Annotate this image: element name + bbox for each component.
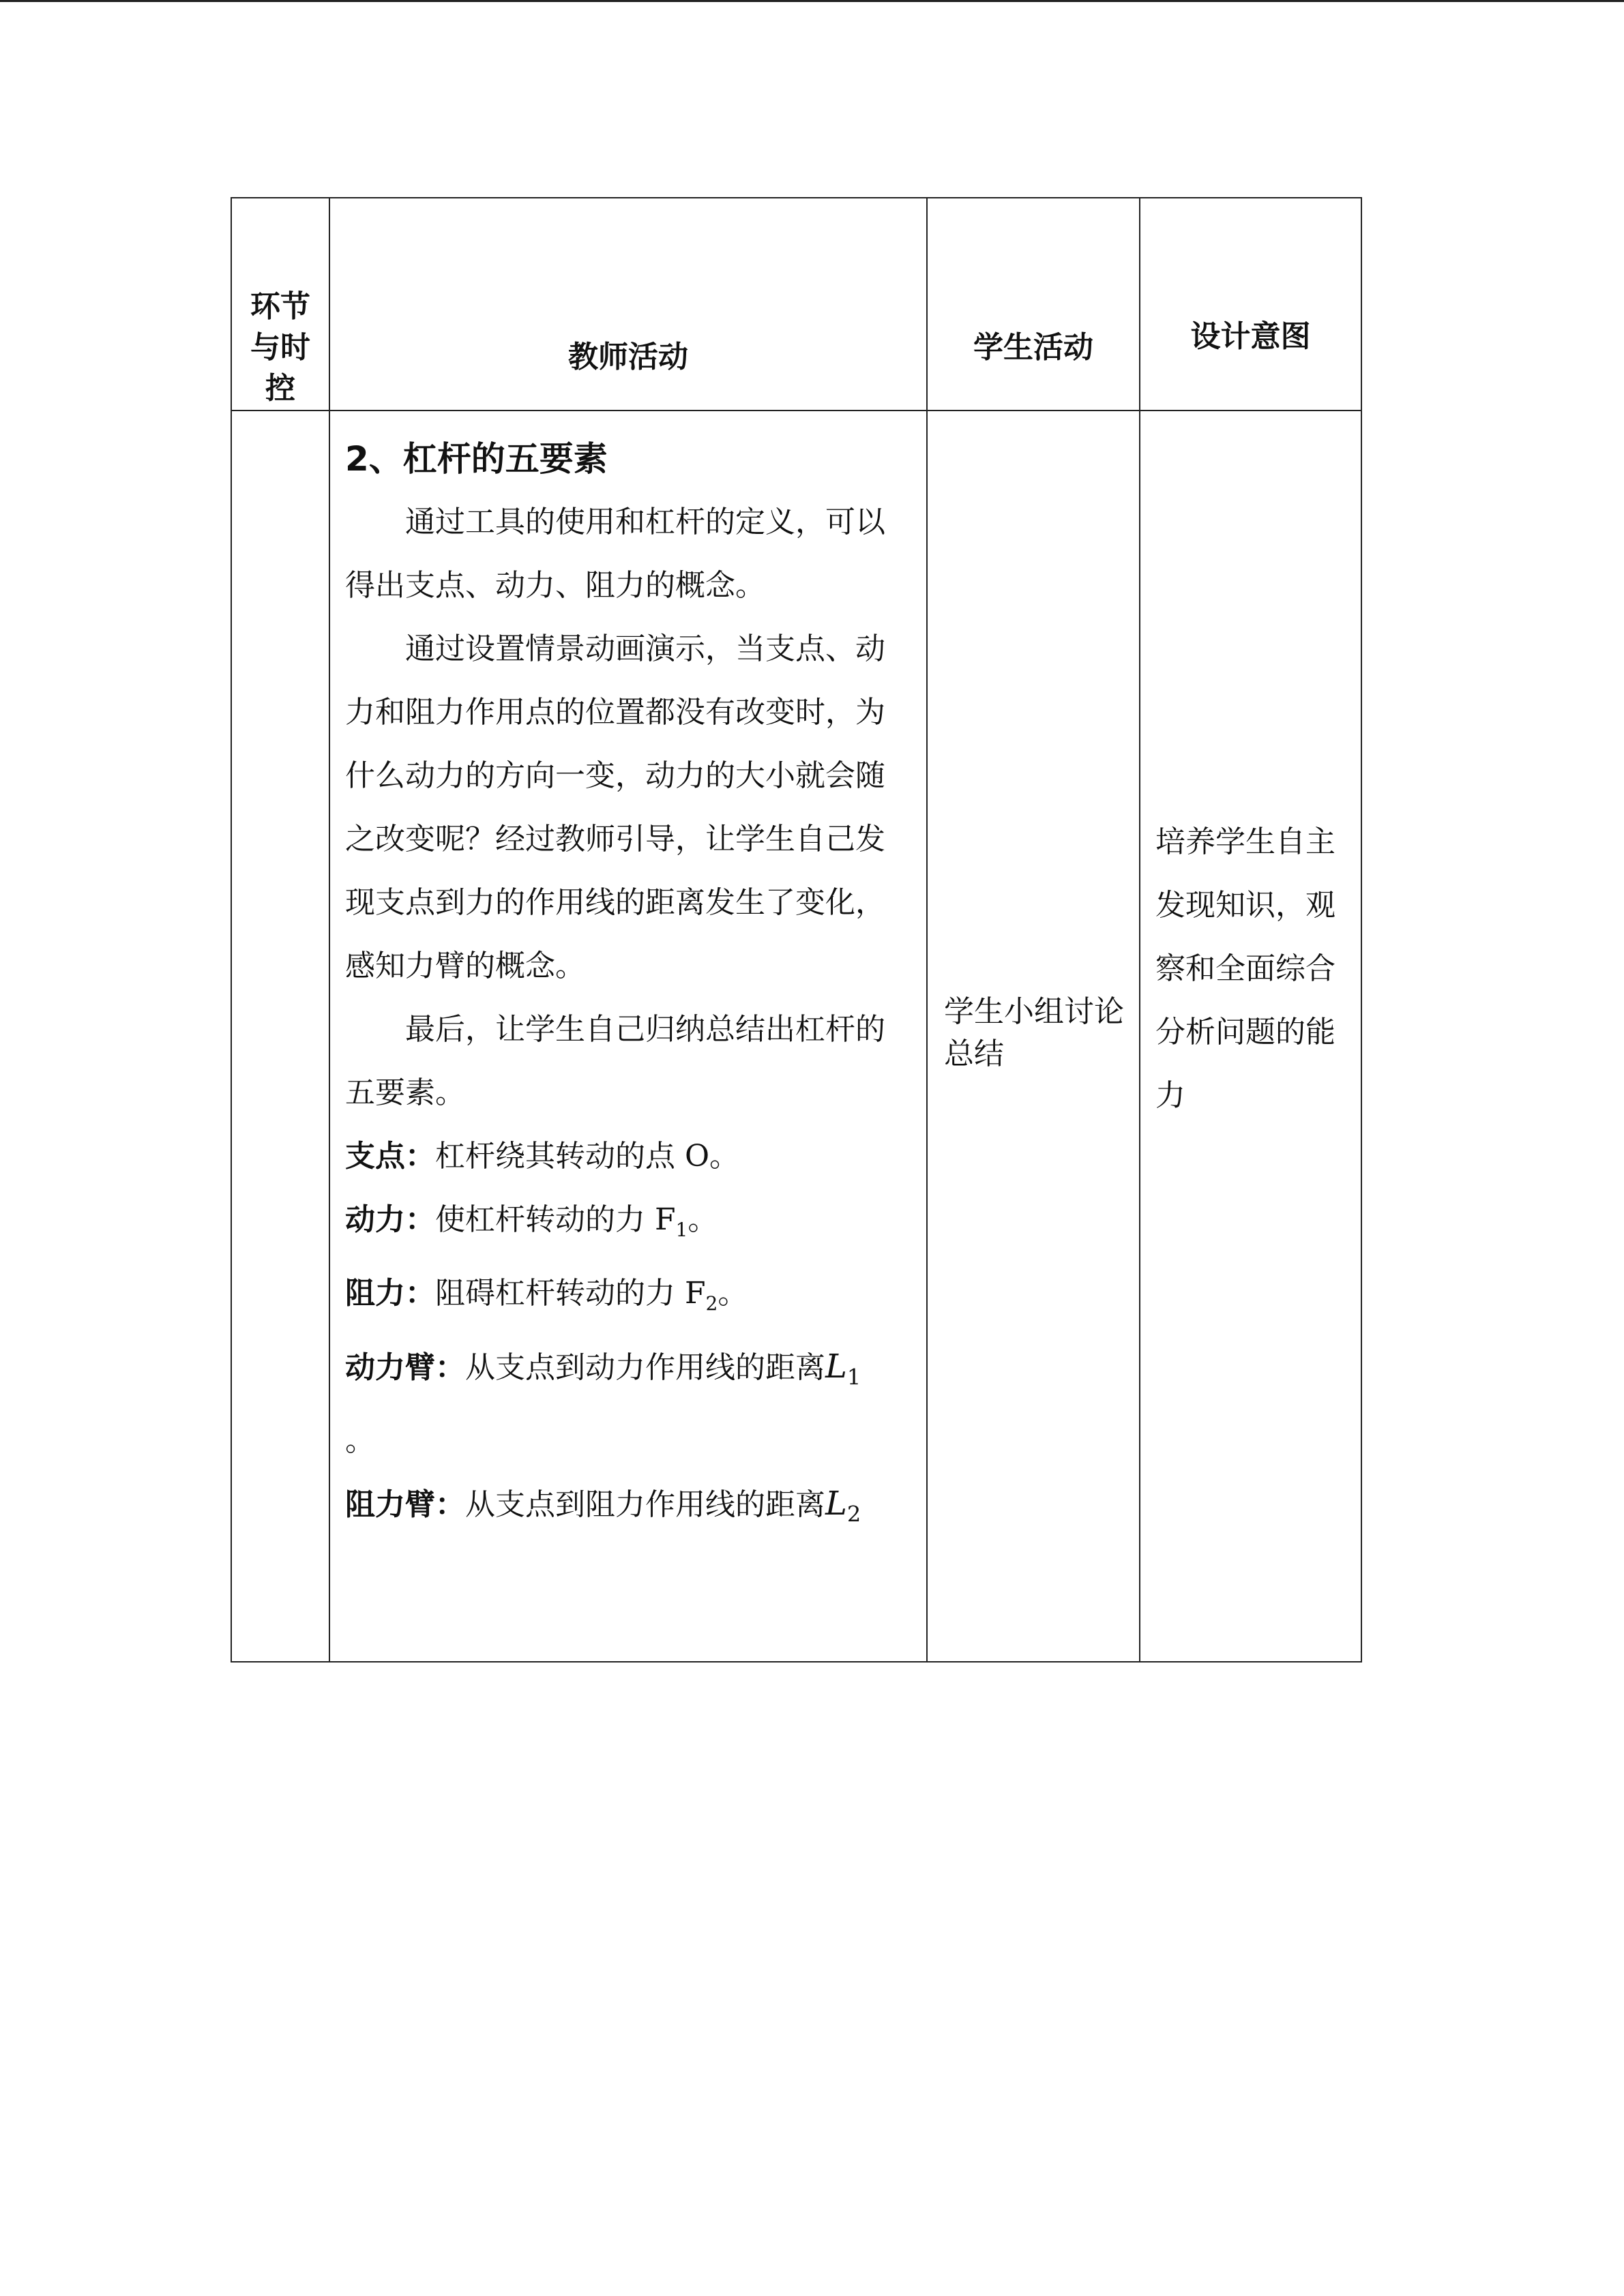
phase-cell <box>231 411 329 1662</box>
student-activity-cell <box>927 411 1140 1662</box>
term-effort-arm <box>345 1335 913 1473</box>
term-tail: 。 <box>718 1275 748 1311</box>
subscript: 1 <box>675 1218 688 1241</box>
term-name: 动力 <box>345 1202 405 1237</box>
page-top-border <box>0 0 1624 2</box>
term-name: 动力臂 <box>345 1350 435 1385</box>
term-definition: 阻碍杠杆转动的力 F <box>435 1275 706 1311</box>
math-symbol <box>825 1347 861 1390</box>
math-subscript: 2 <box>846 1501 861 1527</box>
term-separator: ： <box>435 1350 465 1385</box>
term-tail: 。 <box>345 1423 375 1459</box>
term-definition: 使杠杆转动的力 F <box>435 1202 676 1237</box>
term-separator: ： <box>435 1487 465 1523</box>
term-name: 阻力臂 <box>345 1487 435 1523</box>
paragraph: 最后，让学生自己归纳总结出杠杆的五要素。 <box>345 1012 885 1110</box>
header-design-intent: 设计意图 <box>1140 198 1361 411</box>
term-tail: 。 <box>688 1202 718 1237</box>
math-letter: L <box>825 1485 847 1523</box>
term-resistance <box>345 1262 913 1335</box>
term-effort <box>345 1188 913 1262</box>
subscript: 2 <box>705 1292 718 1315</box>
design-intent-text: 培养学生自主发现知识，观察和全面综合分析问题的能力 <box>1155 824 1335 1113</box>
body-row <box>231 411 1361 1662</box>
term-name: 阻力 <box>345 1275 405 1311</box>
math-subscript: 1 <box>846 1364 861 1390</box>
math-letter: L <box>825 1347 847 1386</box>
header-row <box>231 198 1361 411</box>
term-definition: 从支点到动力作用线的距离 <box>465 1350 825 1385</box>
term-separator: ： <box>405 1139 435 1174</box>
header-student-activity: 学生活动 <box>927 198 1140 411</box>
math-symbol <box>825 1485 861 1527</box>
term-separator: ： <box>405 1275 435 1311</box>
header-teacher-activity: 教师活动 <box>329 198 927 411</box>
term-definition: 杠杆绕其转动的点 O。 <box>435 1139 740 1174</box>
term-separator: ： <box>405 1202 435 1237</box>
paragraph: 通过设置情景动画演示，当支点、动力和阻力作用点的位置都没有改变时，为什么动力的方向一变，动力的大小就会随之改变呢？经过教师引导，让学生自己发现支点到力的作用线的距离发生了变化，感知力臂的概念。 <box>345 631 885 983</box>
teacher-activity-cell <box>329 411 927 1662</box>
lesson-plan-table <box>231 197 1362 1663</box>
design-intent-cell <box>1140 411 1361 1662</box>
paragraph: 通过工具的使用和杠杆的定义，可以得出支点、动力、阻力的概念。 <box>345 505 885 603</box>
section-title: 2、杠杆的五要素 <box>345 439 608 479</box>
header-phase-line-3: 控 <box>265 371 295 406</box>
header-phase-time <box>231 198 329 411</box>
student-activity-text: 学生小组讨论总结 <box>944 994 1124 1071</box>
term-definition: 从支点到阻力作用线的距离 <box>465 1487 825 1523</box>
term-fulcrum <box>345 1124 913 1188</box>
term-name: 支点 <box>345 1139 405 1174</box>
header-phase-line-1: 环节 <box>250 289 310 324</box>
term-resistance-arm <box>345 1472 913 1547</box>
header-phase-line-2: 与时 <box>250 330 310 365</box>
